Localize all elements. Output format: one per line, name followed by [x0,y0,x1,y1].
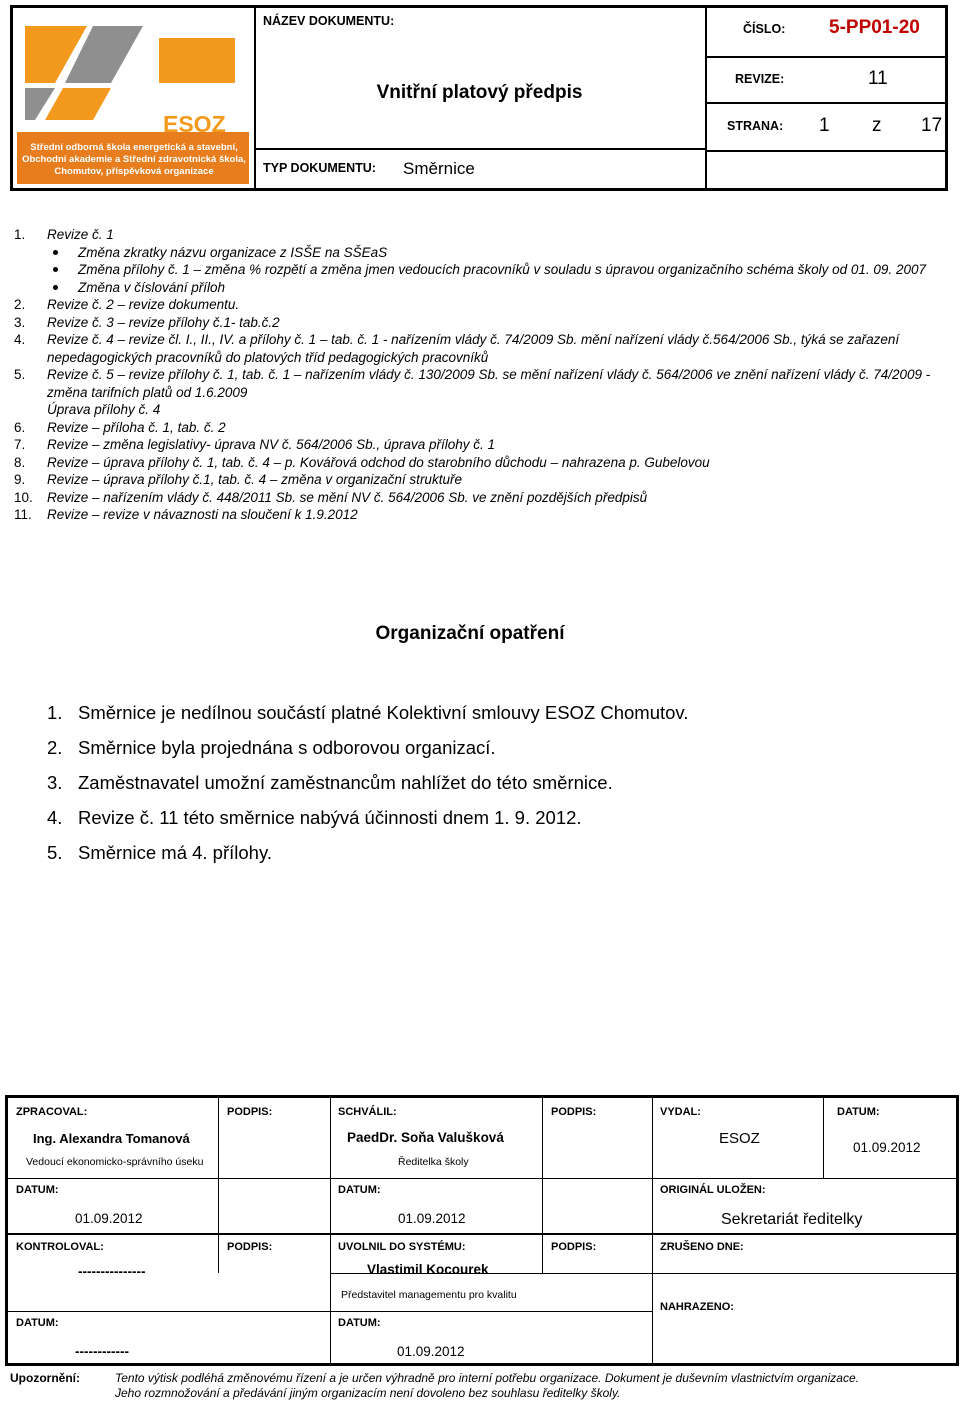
page-total: 17 [921,115,943,136]
measure-item [47,695,688,730]
logo-line-2: Obchodní akademie a Střední zdravotnická škola, [22,154,246,165]
prepared-name: Ing. Alexandra Tomanová [33,1131,190,1146]
doc-type: Směrnice [403,159,475,178]
original-location: Sekretariát ředitelky [721,1211,863,1228]
released-name: Vlastimil Kocourek [367,1262,489,1277]
released-date: 01.09.2012 [397,1344,465,1359]
revision-number: 6. [14,419,26,435]
revision-text: Revize – úprava přílohy č. 1, tab. č. 4 – p. Kovářová odchod do starobního důchodu – nahrazena p. Gubelovou [47,454,710,470]
revision-text: Změna zkratky názvu organizace z ISŠE na SŠEaS [78,244,944,262]
cancelled-label: ZRUŠENO DNE: [660,1241,744,1253]
released-signature-label: PODPIS: [551,1241,597,1253]
revision-item [14,454,944,472]
prepared-signature-label: PODPIS: [227,1106,273,1118]
page-current: 1 [819,115,830,136]
measures-list [47,695,688,870]
checked-name: --------------- [78,1264,146,1279]
released-label: UVOLNIL DO SYSTÉMU: [338,1241,466,1253]
approved-signature-label: PODPIS: [551,1106,597,1118]
measure-text: Směrnice je nedílnou součástí platné Kolektivní smlouvy ESOZ Chomutov. [78,702,689,723]
revision-text: Revize – revize v návaznosti na sloučení k 1.9.2012 [47,507,358,522]
revision-item [14,244,944,262]
approved-name: PaedDr. Soňa Valušková [347,1130,504,1145]
revision-number: 9. [14,472,26,487]
revision-number: 4. [14,332,26,347]
revision-item [14,489,944,507]
checked-signature-label: PODPIS: [227,1241,273,1253]
checked-date-label: DATUM: [16,1317,59,1329]
revision-item [14,279,944,297]
checked-date: ------------ [75,1344,129,1359]
revision-number: 2. [14,297,26,312]
revision-item [14,401,944,419]
prepared-role: Vedoucí ekonomicko-správního úseku [26,1156,204,1168]
measure-text: Směrnice byla projednána s odborovou organizací. [78,737,496,758]
revision-text: Revize – nařízením vlády č. 448/2011 Sb. se mění NV č. 564/2006 Sb. ve znění pozdějších předpisů [47,489,648,505]
revision-text: Změna přílohy č. 1 – změna % rozpětí a změna jmen vedoucích pracovníků v souladu s úpravou organizačního schéma školy od 01. 09. 2007 [78,261,944,279]
released-date-label: DATUM: [338,1317,381,1329]
notice [10,1371,955,1401]
measure-number: 2. [47,737,63,758]
revision-number: 3. [14,314,26,330]
approval-table [5,1095,959,1366]
logo-cell [13,8,256,188]
revision-text: Revize č. 5 – revize přílohy č. 1, tab. č. 1 – nařízením vlády č. 130/2009 Sb. se mění nařízení vlády č. 564/2006 ve znění nařízení vlády č. 74/2009 - změna tarifních platů od 1.6.2009 [47,367,931,400]
page-separator: z [872,115,882,136]
prepared-date: 01.09.2012 [75,1211,143,1226]
revision-number: 11. [14,507,32,522]
doc-type-label: TYP DOKUMENTU: [263,161,376,175]
notice-label: Upozornění: [10,1371,80,1385]
measure-item [47,835,688,870]
revision-number: 10. [14,489,33,505]
measure-text: Revize č. 11 této směrnice nabývá účinnosti dnem 1. 9. 2012. [78,807,582,828]
revision-item [14,331,944,366]
measure-number: 5. [47,842,63,863]
revision-text: Revize č. 1 [47,227,114,242]
measure-text: Směrnice má 4. přílohy. [78,842,272,863]
document-header [10,5,948,191]
revision-number: 5. [14,367,26,382]
logo-line-1: Střední odborná škola energetická a stavební, [30,142,238,153]
revision-item [14,226,944,244]
revision-text: Revize – změna legislativy- úprava NV č. 564/2006 Sb., úprava přílohy č. 1 [47,437,495,452]
revision-text: Změna v číslování příloh [78,279,944,297]
doc-name-label: NÁZEV DOKUMENTU: [263,14,395,28]
notice-line-1: Tento výtisk podléhá změnovému řízení a je určen výhradně pro interní potřebu organizace. Dokument je duševním vlastnictvím organizace. [115,1371,859,1385]
revision-item [14,314,944,332]
issued-label: VYDAL: [660,1106,701,1118]
revision-text: Revize – úprava přílohy č.1, tab. č. 4 – změna v organizační struktuře [47,472,462,487]
page-label: STRANA: [727,119,784,133]
approved-label: SCHVÁLIL: [338,1106,397,1118]
released-role: Představitel managementu pro kvalitu [341,1289,517,1301]
number-label: ČÍSLO: [743,22,786,36]
measure-number: 4. [47,807,63,828]
revision-number: 8. [14,454,26,470]
doc-name-cell [254,8,707,188]
revision-item [14,296,944,314]
revision-number: 11 [868,68,888,89]
issued-date-label: DATUM: [837,1106,880,1118]
doc-number: 5-PP01-20 [829,17,920,38]
revision-text: Revize č. 2 – revize dokumentu. [47,297,240,312]
revision-item [14,419,944,437]
doc-name: Vnitřní platový předpis [376,82,583,103]
prepared-label: ZPRACOVAL: [16,1106,88,1118]
measure-item [47,800,688,835]
doc-meta-cell [705,8,945,188]
revision-item [14,436,944,454]
revision-label: REVIZE: [735,72,785,86]
approved-date-label: DATUM: [338,1184,381,1196]
revision-item [14,506,944,524]
revision-text: Revize č. 3 – revize přílohy č.1- tab.č.2 [47,314,280,330]
section-title: Organizační opatření [375,623,565,644]
issued-date: 01.09.2012 [853,1140,921,1155]
original-label: ORIGINÁL ULOŽEN: [660,1184,766,1196]
measure-text: Zaměstnavatel umožní zaměstnancům nahlížet do této směrnice. [78,772,613,793]
logo-line-3: Chomutov, příspěvková organizace [54,166,214,177]
approved-date: 01.09.2012 [398,1211,466,1226]
measure-number: 1. [47,702,63,723]
issued-by: ESOZ [719,1130,760,1147]
revision-item [14,261,944,279]
revision-number: 1. [14,227,26,242]
measure-item [47,765,688,800]
measure-number: 3. [47,772,63,793]
measure-item [47,730,688,765]
approved-role: Ředitelka školy [398,1156,469,1168]
revision-item [14,471,944,489]
logo-brand: ESOZ [163,111,226,137]
revision-text: Revize č. 4 – revize čl. I., II., IV. a přílohy č. 1 – tab. č. 1 - nařízením vlády č. 74/2009 Sb. mění nařízení vlády č.564/2006 Sb., týká se zařazení nepedagogických pracovníků do platových tříd pedagogických pracovníků [47,332,900,365]
revision-item [14,366,944,401]
notice-line-2: Jeho rozmnožování a předávání jiným organizacím není dovoleno bez souhlasu ředitelky školy. [115,1386,621,1400]
prepared-date-label: DATUM: [16,1184,59,1196]
checked-label: KONTROLOVAL: [16,1241,104,1253]
replaced-label: NAHRAZENO: [660,1301,734,1313]
revision-text: Úprava přílohy č. 4 [47,402,161,417]
revision-text: Revize – příloha č. 1, tab. č. 2 [47,419,226,435]
revision-number: 7. [14,437,26,452]
revision-history [14,226,944,524]
